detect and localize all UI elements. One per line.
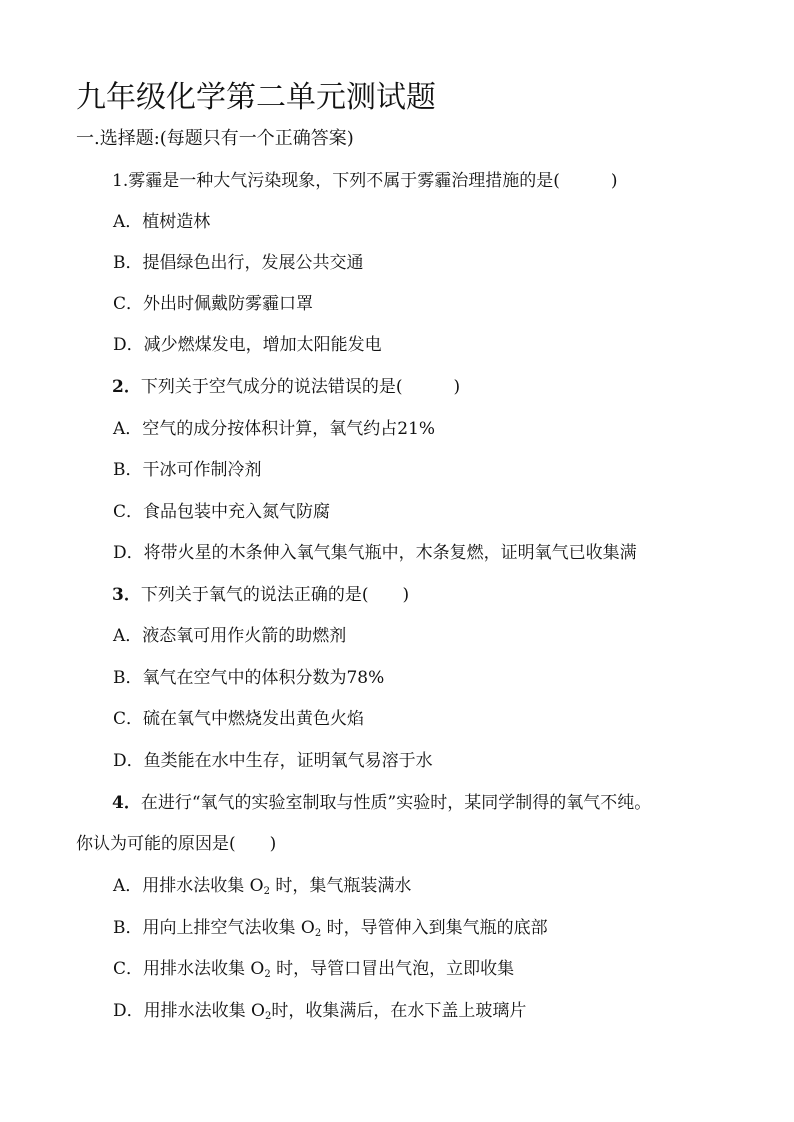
option-1d: D．减少燃煤发电，增加太阳能发电 xyxy=(113,335,382,355)
question-number: 3． xyxy=(112,585,141,605)
option-1a: A．植树造林 xyxy=(113,212,211,232)
question-4-continuation: 你认为可能的原因是( ) xyxy=(76,834,277,854)
option-text: 时，收集满后，在水下盖上玻璃片 xyxy=(271,1001,527,1021)
option-text: A．用排水法收集 O xyxy=(113,876,264,896)
question-text: 在进行“氧气的实验室制取与性质”实验时，某同学制得的氧气不纯。 xyxy=(140,793,652,813)
option-3a: A．液态氧可用作火箭的助燃剂 xyxy=(113,626,347,646)
subscript: 2 xyxy=(264,969,271,980)
question-text: 雾霾是一种大气污染现象，下列不属于雾霾治理措施的是( ) xyxy=(128,171,618,191)
question-number: 1. xyxy=(112,171,129,191)
section-heading: 一.选择题:(每题只有一个正确答案) xyxy=(76,128,354,149)
option-3d: D．鱼类能在水中生存，证明氧气易溶于水 xyxy=(113,751,433,771)
option-4c xyxy=(113,956,514,988)
question-number: 4． xyxy=(112,793,141,813)
question-text: 下列关于氧气的说法正确的是( ) xyxy=(140,585,410,605)
option-4b xyxy=(113,915,548,947)
option-3c: C．硫在氧气中燃烧发出黄色火焰 xyxy=(113,709,365,729)
question-number: 2． xyxy=(112,377,141,397)
question-4 xyxy=(112,790,651,816)
question-3 xyxy=(112,582,409,608)
option-3b: B．氧气在空气中的体积分数为78% xyxy=(113,668,385,688)
option-1c: C．外出时佩戴防雾霾口罩 xyxy=(113,294,314,314)
option-4d xyxy=(113,998,526,1030)
option-2a: A．空气的成分按体积计算，氧气约占21% xyxy=(113,419,436,439)
subscript: 2 xyxy=(263,886,270,897)
option-text: 时，集气瓶装满水 xyxy=(270,876,412,896)
option-text: 时，导管伸入到集气瓶的底部 xyxy=(321,918,548,938)
page-title: 九年级化学第二单元测试题 xyxy=(76,80,436,115)
option-4a xyxy=(113,873,411,905)
option-text: C．用排水法收集 O xyxy=(113,959,265,979)
option-text: 时，导管口冒出气泡，立即收集 xyxy=(270,959,515,979)
option-2c: C．食品包装中充入氮气防腐 xyxy=(113,502,331,522)
option-text: B．用向上排空气法收集 O xyxy=(113,918,315,938)
subscript: 2 xyxy=(264,1011,272,1022)
subscript: 2 xyxy=(314,928,322,939)
question-text: 下列关于空气成分的说法错误的是( ) xyxy=(140,377,461,397)
option-2b: B．干冰可作制冷剂 xyxy=(113,460,262,480)
question-1 xyxy=(112,168,618,194)
option-text: D．用排水法收集 O xyxy=(113,1001,265,1021)
option-2d: D．将带火星的木条伸入氧气集气瓶中，木条复燃，证明氧气已收集满 xyxy=(113,543,637,563)
option-1b: B．提倡绿色出行，发展公共交通 xyxy=(113,253,364,273)
question-2 xyxy=(112,374,460,400)
